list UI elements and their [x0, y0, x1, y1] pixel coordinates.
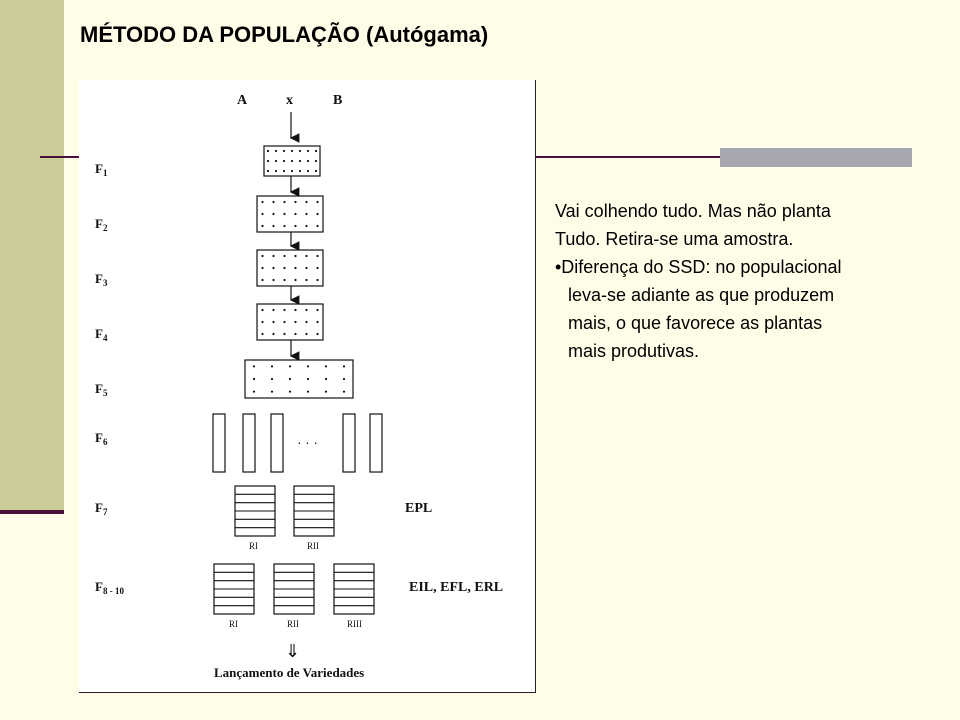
plant-dot [272, 309, 274, 311]
plant-dot [283, 150, 285, 152]
rep-label: RIII [347, 619, 362, 629]
plant-dot [307, 391, 309, 393]
plant-dot [316, 267, 318, 269]
plant-dot [267, 170, 269, 172]
plant-dot [305, 321, 307, 323]
plant-dot [307, 170, 309, 172]
title-rule-left [40, 156, 80, 158]
generation-label: $F_7$ [95, 500, 108, 517]
plant-dot [315, 150, 317, 152]
plant-dot [305, 213, 307, 215]
f7-trial-label: EPL [405, 501, 433, 516]
plant-dot [343, 365, 345, 367]
population-method-figure [79, 80, 536, 693]
plant-dot [283, 255, 285, 257]
population-box-f1 [264, 146, 320, 176]
body-line: Vai colhendo tudo. Mas não planta [555, 201, 831, 221]
plant-dot [305, 279, 307, 281]
plant-dot [272, 267, 274, 269]
body-line: mais, o que favorece as plantas [568, 313, 823, 333]
plant-dot [261, 321, 263, 323]
plant-dot [316, 255, 318, 257]
plant-dot [275, 160, 277, 162]
plant-dot [316, 213, 318, 215]
line-plot-f6 [243, 414, 255, 472]
plant-dot [253, 378, 255, 380]
f8-trial-label: EIL, EFL, ERL [409, 580, 504, 595]
plant-dot [305, 255, 307, 257]
rep-label: RI [249, 541, 258, 551]
plant-dot [261, 333, 263, 335]
plant-dot [271, 391, 273, 393]
replicate-block-f8 [214, 564, 254, 614]
plant-dot [307, 378, 309, 380]
plant-dot [267, 160, 269, 162]
plant-dot [283, 333, 285, 335]
plant-dot [315, 170, 317, 172]
plant-dot [272, 279, 274, 281]
plant-dot [272, 333, 274, 335]
plant-dot [289, 378, 291, 380]
plant-dot [289, 391, 291, 393]
plant-dot [316, 225, 318, 227]
plant-dot [283, 201, 285, 203]
plant-dot [294, 213, 296, 215]
plant-dot [291, 170, 293, 172]
accent-bar [720, 148, 912, 167]
parent-a-label: A [237, 93, 248, 108]
plant-dot [291, 150, 293, 152]
plant-dot [316, 333, 318, 335]
line-plot-f6 [271, 414, 283, 472]
plant-dot [299, 170, 301, 172]
final-label: Lançamento de Variedades [214, 665, 365, 680]
plant-dot [272, 255, 274, 257]
plant-dot [289, 365, 291, 367]
plant-dot [283, 267, 285, 269]
population-box-f3 [257, 250, 323, 286]
plant-dot [267, 150, 269, 152]
generation-label: $F_6$ [95, 430, 108, 447]
plant-dot [283, 321, 285, 323]
plant-dot [294, 255, 296, 257]
generation-label: $F_5$ [95, 381, 108, 398]
plant-dot [261, 309, 263, 311]
plant-dot [275, 150, 277, 152]
plant-dot [294, 321, 296, 323]
cross-symbol: x [286, 93, 293, 108]
plant-dot [325, 378, 327, 380]
plant-dot [294, 309, 296, 311]
plant-dot [294, 201, 296, 203]
plant-dot [253, 391, 255, 393]
parent-b-label: B [333, 93, 343, 108]
line-plot-f6 [370, 414, 382, 472]
plant-dot [261, 201, 263, 203]
breeding-diagram [79, 80, 535, 692]
plant-dot [325, 365, 327, 367]
plant-dot [283, 170, 285, 172]
plant-dot [316, 321, 318, 323]
plant-dot [307, 160, 309, 162]
plant-dot [294, 333, 296, 335]
population-box-f5 [245, 360, 353, 398]
plant-dot [305, 309, 307, 311]
plant-dot [275, 170, 277, 172]
body-line: •Diferença do SSD: no populacional [555, 257, 842, 277]
generation-label: $F_2$ [95, 216, 108, 233]
generation-label: $F_4$ [95, 326, 108, 343]
population-box-f2 [257, 196, 323, 232]
plant-dot [294, 279, 296, 281]
replicate-block-f7 [294, 486, 334, 536]
plant-dot [253, 365, 255, 367]
plant-dot [261, 213, 263, 215]
body-line: mais produtivas. [568, 341, 700, 361]
replicate-block-f7 [235, 486, 275, 536]
replicate-block-f8 [274, 564, 314, 614]
plant-dot [299, 150, 301, 152]
plant-dot [343, 391, 345, 393]
plant-dot [316, 279, 318, 281]
rep-label: RII [287, 619, 299, 629]
plant-dot [283, 160, 285, 162]
plant-dot [307, 150, 309, 152]
plant-dot [261, 267, 263, 269]
plant-dot [283, 309, 285, 311]
plant-dot [305, 333, 307, 335]
side-band-bottom-rule [0, 510, 64, 514]
plant-dot [305, 267, 307, 269]
line-plot-f6 [343, 414, 355, 472]
body-text [555, 197, 955, 365]
plant-dot [343, 378, 345, 380]
side-band [0, 0, 64, 510]
ellipsis: · · · [297, 437, 318, 452]
plant-dot [316, 309, 318, 311]
plant-dot [294, 267, 296, 269]
line-plot-f6 [213, 414, 225, 472]
plant-dot [261, 225, 263, 227]
plant-dot [271, 365, 273, 367]
plant-dot [283, 225, 285, 227]
plant-dot [305, 201, 307, 203]
generation-label: $F_1$ [95, 161, 108, 178]
plant-dot [283, 279, 285, 281]
plant-dot [272, 321, 274, 323]
rep-label: RI [229, 619, 238, 629]
generation-labels [95, 161, 124, 596]
double-arrow-icon: ⇓ [285, 641, 301, 661]
plant-dot [315, 160, 317, 162]
body-line: Tudo. Retira-se uma amostra. [555, 229, 794, 249]
population-box-f4 [257, 304, 323, 340]
plant-dot [325, 391, 327, 393]
body-line: leva-se adiante as que produzem [568, 285, 835, 305]
plant-dot [294, 225, 296, 227]
generation-label: $F_3$ [95, 271, 108, 288]
plant-dot [316, 201, 318, 203]
rep-label: RII [307, 541, 319, 551]
plant-dot [291, 160, 293, 162]
plant-dot [272, 213, 274, 215]
plant-dot [272, 201, 274, 203]
plant-dot [305, 225, 307, 227]
plant-dot [261, 255, 263, 257]
plant-dot [307, 365, 309, 367]
plant-dot [283, 213, 285, 215]
replicate-block-f8 [334, 564, 374, 614]
slide-title: MÉTODO DA POPULAÇÃO (Autógama) [80, 22, 489, 47]
plant-dot [261, 279, 263, 281]
generation-label: $F_{8 - 10}$ [95, 579, 124, 596]
plant-dot [272, 225, 274, 227]
plant-dot [299, 160, 301, 162]
plant-dot [271, 378, 273, 380]
